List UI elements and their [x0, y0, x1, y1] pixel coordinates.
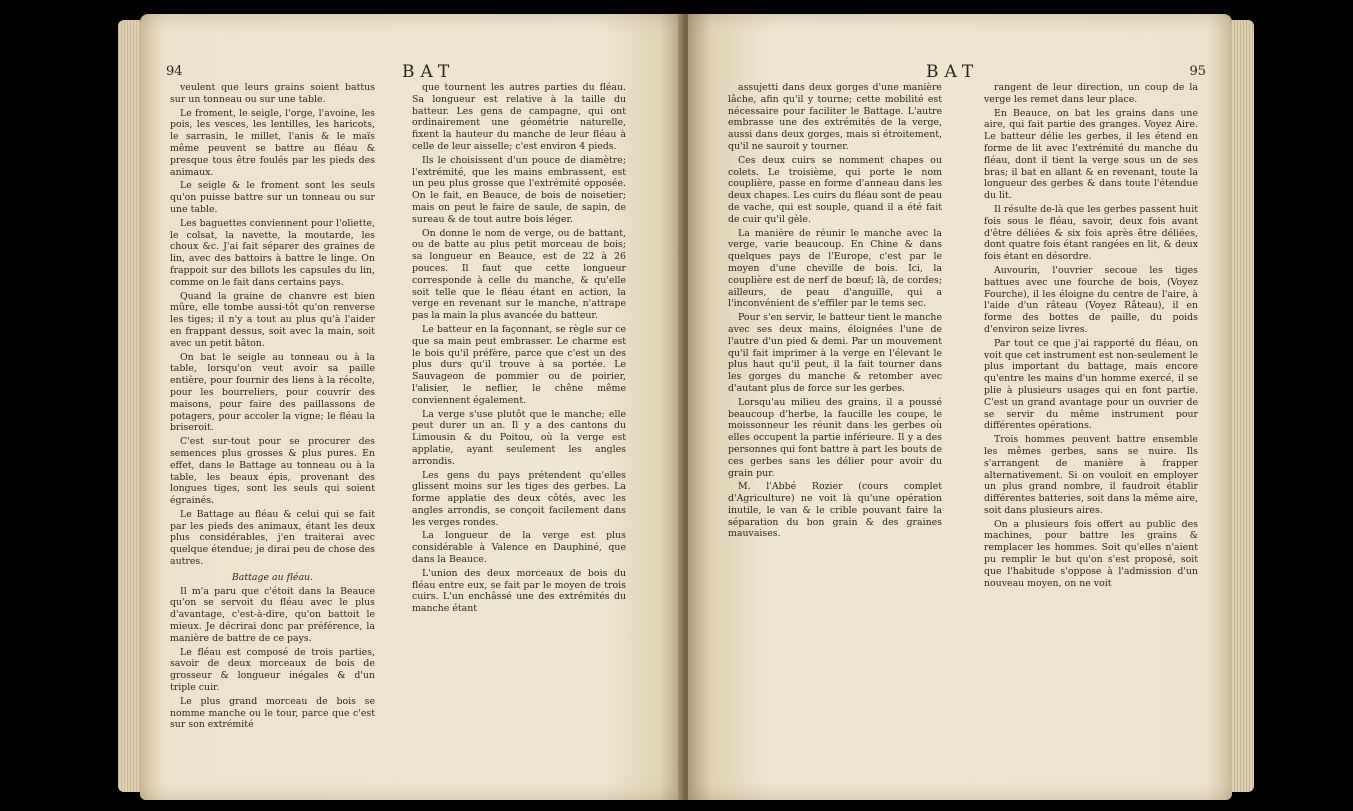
paragraph: Pour s'en servir, le batteur tient le manche avec ses deux mains, éloignées l'une de l'autre d'un pied & demi. Par un mouvement qu'il fait imprimer à la verge en l'élevant le plus haut qu'il peut, il la fait tourner dans les gorges du manche & retomber avec d'autant plus de force sur les gerbes. — [728, 312, 942, 394]
paragraph: Lorsqu'au milieu des grains, il a poussé beaucoup d'herbe, la faucille les coupe, le moissonneur les réunit dans les gerbes où elles occupent la partie inférieure. Il y a des personnes qui font battre à part les bouts de ces gerbes sans les délier pour avoir du grain pur. — [728, 396, 942, 479]
page-edges-right — [1232, 20, 1254, 792]
paragraph: Par tout ce que j'ai rapporté du fléau, on voit que cet instrument est non-seulement le plus important du battage, mais encore qu'entre les mains d'un homme exercé, il se plie à plusieurs usages qui en font partie. C'est un grand avantage pour un ouvrier de se servir du même instrument pour différentes opérations. — [984, 337, 1198, 432]
right-page — [688, 14, 1232, 800]
running-head: BAT — [926, 62, 980, 82]
paragraph: Le fléau est composé de trois parties, savoir de deux morceaux de bois de grosseur & longueur inégales & d'un triple cuir. — [170, 646, 375, 694]
paragraph: assujetti dans deux gorges d'une manière lâche, afin qu'il y tourne; cette mobilité est nécessaire pour faciliter le Battage. L'autre embrasse une des extrémités de la verge, aussi dans deux gorges, mais si étroitement, qu'il ne sauroit y tourner. — [728, 82, 942, 152]
right-column-1 — [728, 82, 942, 782]
paragraph: M. l'Abbé Rozier (cours complet d'Agriculture) ne voit là qu'une opération inutile, le van & le crible pouvant faire la séparation du bon grain & des graines mauvaises. — [728, 481, 942, 540]
paragraph: La manière de réunir le manche avec la verge, varie beaucoup. En Chine & dans quelques pays de l'Europe, c'est par le moyen d'une cheville de bois. Ici, la couplière est de nerf de bœuf; là, de cordes; ailleurs, de peau d'anguille, qui a l'inconvénient de s'effiler par le tems sec. — [728, 227, 942, 310]
paragraph: que tournent les autres parties du fléau. Sa longueur est relative à la taille du batteur. Les gens de campagne, qui ont ordinairement une géométrie naturelle, fixent la hauteur du manche de leur fléau à celle de leur aisselle; c'est environ 4 pieds. — [412, 82, 626, 152]
paragraph: Les baguettes conviennent pour l'oliette, le colsat, la navette, la moutarde, les choux &c. J'ai fait séparer des graines de lin, avec des battoirs à battre le linge. On frappoit sur des billots les capsules du lin, comme on le fait dans certains pays. — [170, 217, 375, 288]
section-title: Battage au fléau. — [231, 571, 314, 583]
page-number: 95 — [1189, 64, 1206, 79]
paragraph: Le seigle & le froment sont les seuls qu'on puisse battre sur un tonneau ou sur une table. — [170, 180, 375, 215]
paragraph: Le batteur en la façonnant, se règle sur ce que sa main peut embrasser. Le charme est le bois qu'il préfère, parce que c'est un des plus durs qu'il trouve à sa portée. Le Sauvageon de pommier ou de poirier, l'alisier, le neflier, le chêne même conviennent également. — [412, 323, 626, 406]
paragraph: Trois hommes peuvent battre ensemble les mêmes gerbes, sans se nuire. Ils s'arrangent de manière à frapper alternativement. Si on vouloit en employer un plus grand nombre, il faudroit établir différentes batteries, soit dans la même aire, soit dans plusieurs aires. — [984, 434, 1198, 516]
paragraph: veulent que leurs grains soient battus sur un tonneau ou sur une table. — [170, 82, 375, 105]
column-text-tail — [170, 586, 375, 732]
paragraph: Ces deux cuirs se nomment chapes ou colets. Le troisième, qui porte le nom couplière, passe en forme d'anneau dans les deux chapes. Les cuirs du fléau sont de peau de vache, qui est souple, quand il a été fait de cuir qu'il gèle. — [728, 154, 942, 225]
paragraph: La verge s'use plutôt que le manche; elle peut durer un an. Il y a des cantons du Limousin & du Poitou, où la verge est applatie, ayant seulement les angles arrondis. — [412, 408, 626, 467]
paragraph: Le Battage au fléau & celui qui se fait par les pieds des animaux, étant les deux plus considérables, j'en traiterai avec quelque étendue; je dirai peu de chose des autres. — [170, 508, 375, 568]
paragraph: Ils le choisissent d'un pouce de diamètre; l'extrémité, que les mains embrassent, est un peu plus grosse que l'extrémité opposée. On le fait, en Beauce, de bois de noisetier; mais on peut le faire de saule, de sapin, de sureau & de tout autre bois léger. — [412, 154, 626, 225]
page-edges-left — [118, 20, 140, 792]
left-column-1 — [170, 82, 375, 782]
running-head: BAT — [402, 62, 456, 82]
paragraph: Il résulte de-là que les gerbes passent huit fois sous le fléau, savoir, deux fois avant d'être déliées & six fois après être déliées, dont quatre fois étant rangées en lit, & deux fois étant en désordre. — [984, 203, 1198, 263]
paragraph: L'union des deux morceaux de bois du fléau entre eux, se fait par le moyen de trois cuirs. L'un enchâssé une des extrémités du manche étant — [412, 567, 626, 615]
paragraph: On donne le nom de verge, ou de battant, ou de batte au plus petit morceau de bois; sa longueur en Beauce, est de 22 à 26 pouces. Il faut que cette longueur corresponde à celle du manche, & qu'elle soit telle que le fléau étant en action, la verge en revenant sur le manche, n'attrape pas la main la plus avancée du batteur. — [412, 227, 626, 322]
right-column-2 — [984, 82, 1198, 782]
paragraph: On a plusieurs fois offert au public des machines, pour battre les grains & remplacer les hommes. Soit qu'elles n'aient pu remplir le but qu'on s'est proposé, soit que l'habitude s'oppose à l'admission d'un nouveau moyen, on ne voit — [984, 518, 1198, 589]
paragraph: En Beauce, on bat les grains dans une aire, qui fait partie des granges. Voyez Aire. Le batteur délie les gerbes, il les étend en forme de lit avec l'extrémité du manche du fléau, dont il tient la verge sous un de ses bras; il bat en allant & en revenant, toute la longueur des gerbes & dans toute l'étendue du lit. — [984, 107, 1198, 202]
paragraph: On bat le seigle au tonneau ou à la table, lorsqu'on veut avoir sa paille entière, pour fournir des liens à la récolte, pour les bourreliers, pour couvrir des maisons, pour faire des paillassons de potagers, pour accoler la vigne; le fléau la briseroit. — [170, 351, 375, 434]
paragraph: Le plus grand morceau de bois se nomme manche ou le tour, parce que c'est sur son extrémité — [170, 695, 375, 731]
column-text — [412, 82, 626, 615]
paragraph: Il m'a paru que c'étoit dans la Beauce qu'on se servoit du fléau avec le plus d'avantage, c'est-à-dire, qu'on battoit le mieux. Je décrirai donc par préférence, la manière de battre de ce pays. — [170, 585, 375, 644]
paragraph: La longueur de la verge est plus considérable à Valence en Dauphiné, que dans la Beauce. — [412, 530, 626, 566]
page-number: 94 — [166, 64, 183, 79]
paragraph: Le froment, le seigle, l'orge, l'avoine, les pois, les vesces, les lentilles, les haricots, le sarrasin, le millet, l'anis & le maïs même peuvent se battre au fléau & presque tous être foulés par les pieds des animaux. — [170, 107, 375, 178]
column-text — [728, 82, 942, 540]
paragraph: Auvourin, l'ouvrier secoue les tiges battues avec une fourche de bois, (Voyez Fourche), il les éloigne du centre de l'aire, à l'aide d'un râteau (Voyez Râteau), il en forme des bottes de paille, du poids d'environ seize livres. — [984, 264, 1198, 335]
paragraph: Les gens du pays prétendent qu'elles glissent moins sur les tiges des gerbes. La forme applatie des deux côtés, avec les angles arrondis, se conçoit facilement dans les verges rondes. — [412, 469, 626, 528]
paragraph: rangent de leur direction, un coup de la verge les remet dans leur place. — [984, 82, 1198, 105]
left-column-2 — [412, 82, 626, 782]
open-book — [140, 14, 1232, 806]
left-page — [140, 14, 684, 800]
paragraph: Quand la graine de chanvre est bien mûre, elle tombe aussi-tôt qu'on renverse les tiges; il n'y a tout au plus qu'à l'aider en frappant dessus, soit avec la main, soit avec un petit bâton. — [170, 290, 375, 349]
column-text — [984, 82, 1198, 589]
paragraph: C'est sur-tout pour se procurer des semences plus grosses & plus pures. En effet, dans le Battage au tonneau ou à la table, les beaux épis, provenant des longues tiges, sont les seuls qui soient égrainés. — [170, 436, 375, 507]
column-text — [170, 82, 375, 568]
